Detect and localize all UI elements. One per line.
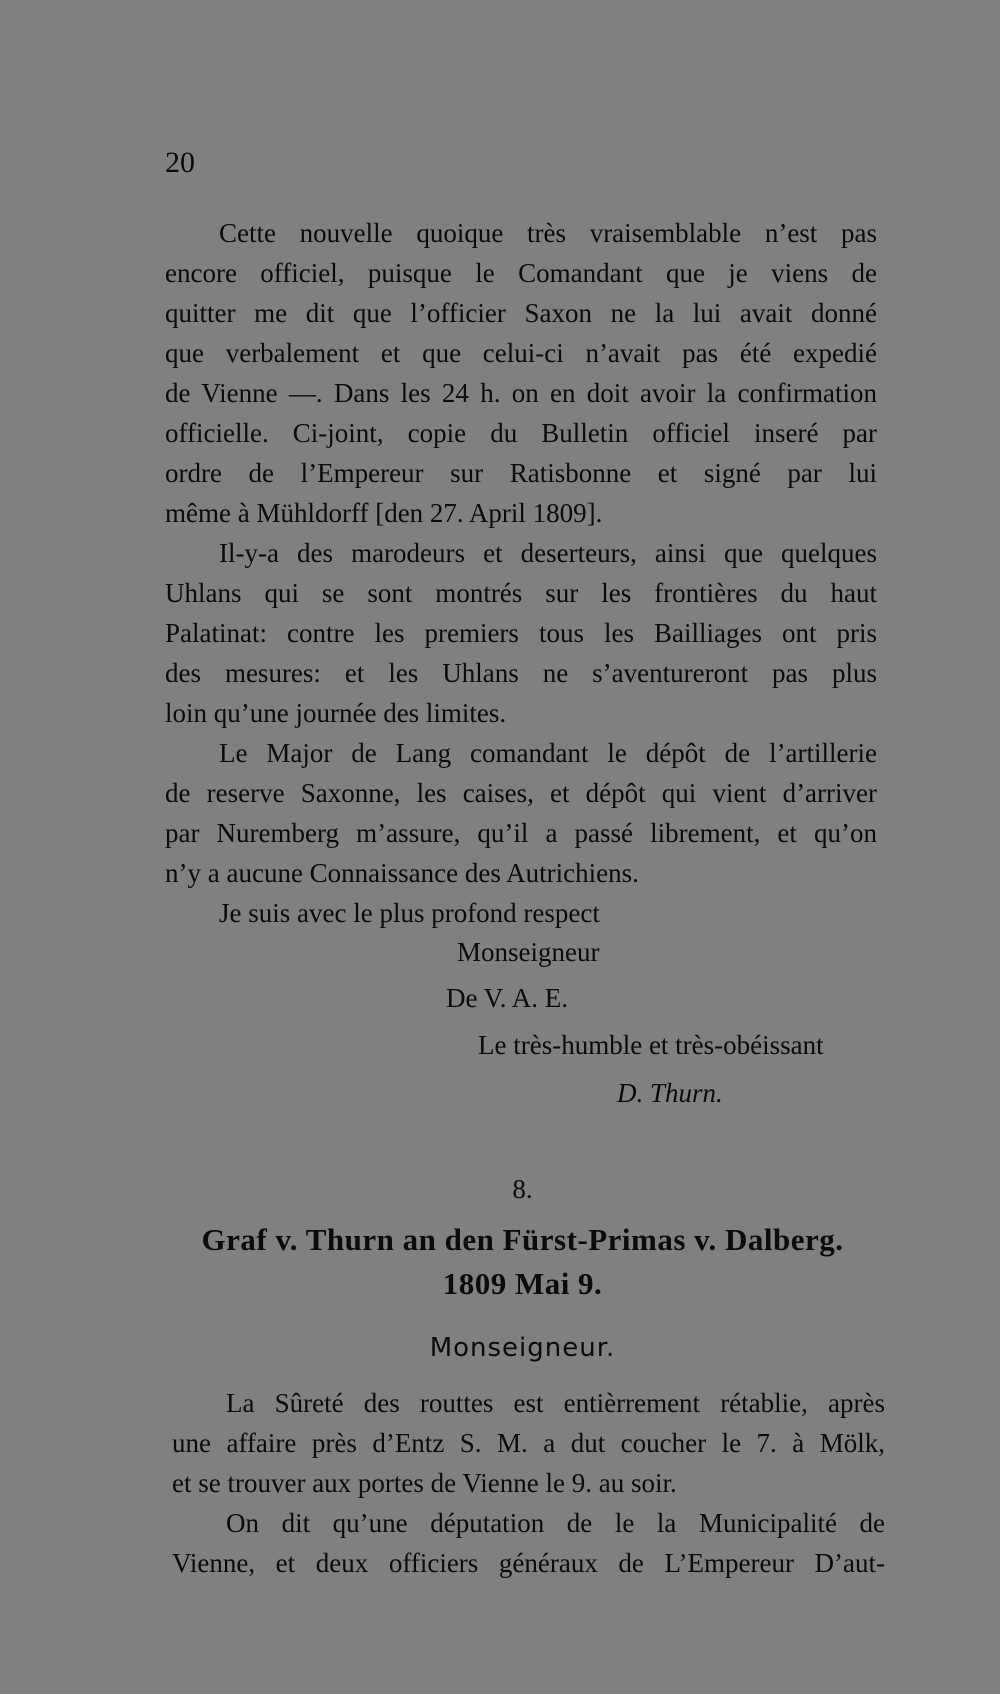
text-line: par Nuremberg m’assure, qu’il a passé librement, et qu’on [165,818,877,848]
text-line: Cette nouvelle quoique très vraisemblable n’est pas [219,218,877,248]
text-line: ordre de l’Empereur sur Ratisbonne et signé par lui [165,458,877,488]
page-number: 20 [165,146,195,179]
text-line: officielle. Ci-joint, copie du Bulletin officiel inseré par [165,418,877,448]
text-line: La Sûreté des routtes est entièrrement rétablie, après [226,1388,885,1418]
text-line: loin qu’une journée des limites. [165,698,507,728]
text-line: même à Mühldorff [den 27. April 1809]. [165,498,603,528]
document-date: 1809 Mai 9. [442,1266,603,1301]
closing-humble: Le très-humble et très-obéissant [478,1030,824,1060]
text-line: Vienne, et deux officiers généraux de L’Empereur D’aut- [172,1548,885,1578]
text-line: une affaire près d’Entz S. M. a dut coucher le 7. à Mölk, [172,1428,885,1458]
document-8-body [172,1383,885,1583]
closing-de-vae: De V. A. E. [446,983,569,1013]
text-line: On dit qu’une députation de le la Municipalité de [226,1508,885,1538]
text-line: Uhlans qui se sont montrés sur les frontières du haut [165,578,877,608]
text-line: de reserve Saxonne, les caises, et dépôt qui vient d’arriver [165,778,877,808]
document-number: 8. [512,1174,533,1204]
salutation: Monseigneur. [429,1333,616,1363]
text-line: quitter me dit que l’officier Saxon ne la lui avait donné [165,298,877,328]
text-line: des mesures: et les Uhlans ne s’aventureront pas plus [165,658,877,688]
text-line: encore officiel, puisque le Comandant que je viens de [165,258,877,288]
text-line: que verbalement et que celui-ci n’avait pas été expedié [165,338,877,368]
text-line: de Vienne —. Dans les 24 h. on en doit avoir la confirmation [165,378,877,408]
text-line: Je suis avec le plus profond respect [219,898,600,928]
text-line: Le Major de Lang comandant le dépôt de l’artillerie [219,738,877,768]
text-line: Il-y-a des marodeurs et deserteurs, ainsi que quelques [219,538,877,568]
document-title: Graf v. Thurn an den Fürst-Primas v. Dalberg. [201,1222,844,1257]
signature: D. Thurn. [617,1078,723,1108]
text-line: n’y a aucune Connaissance des Autrichiens. [165,858,639,888]
text-line: Palatinat: contre les premiers tous les Bailliages ont pris [165,618,877,648]
text-line: et se trouver aux portes de Vienne le 9. au soir. [172,1468,677,1498]
closing-monseigneur: Monseigneur [457,937,600,967]
letter-body [165,213,877,933]
